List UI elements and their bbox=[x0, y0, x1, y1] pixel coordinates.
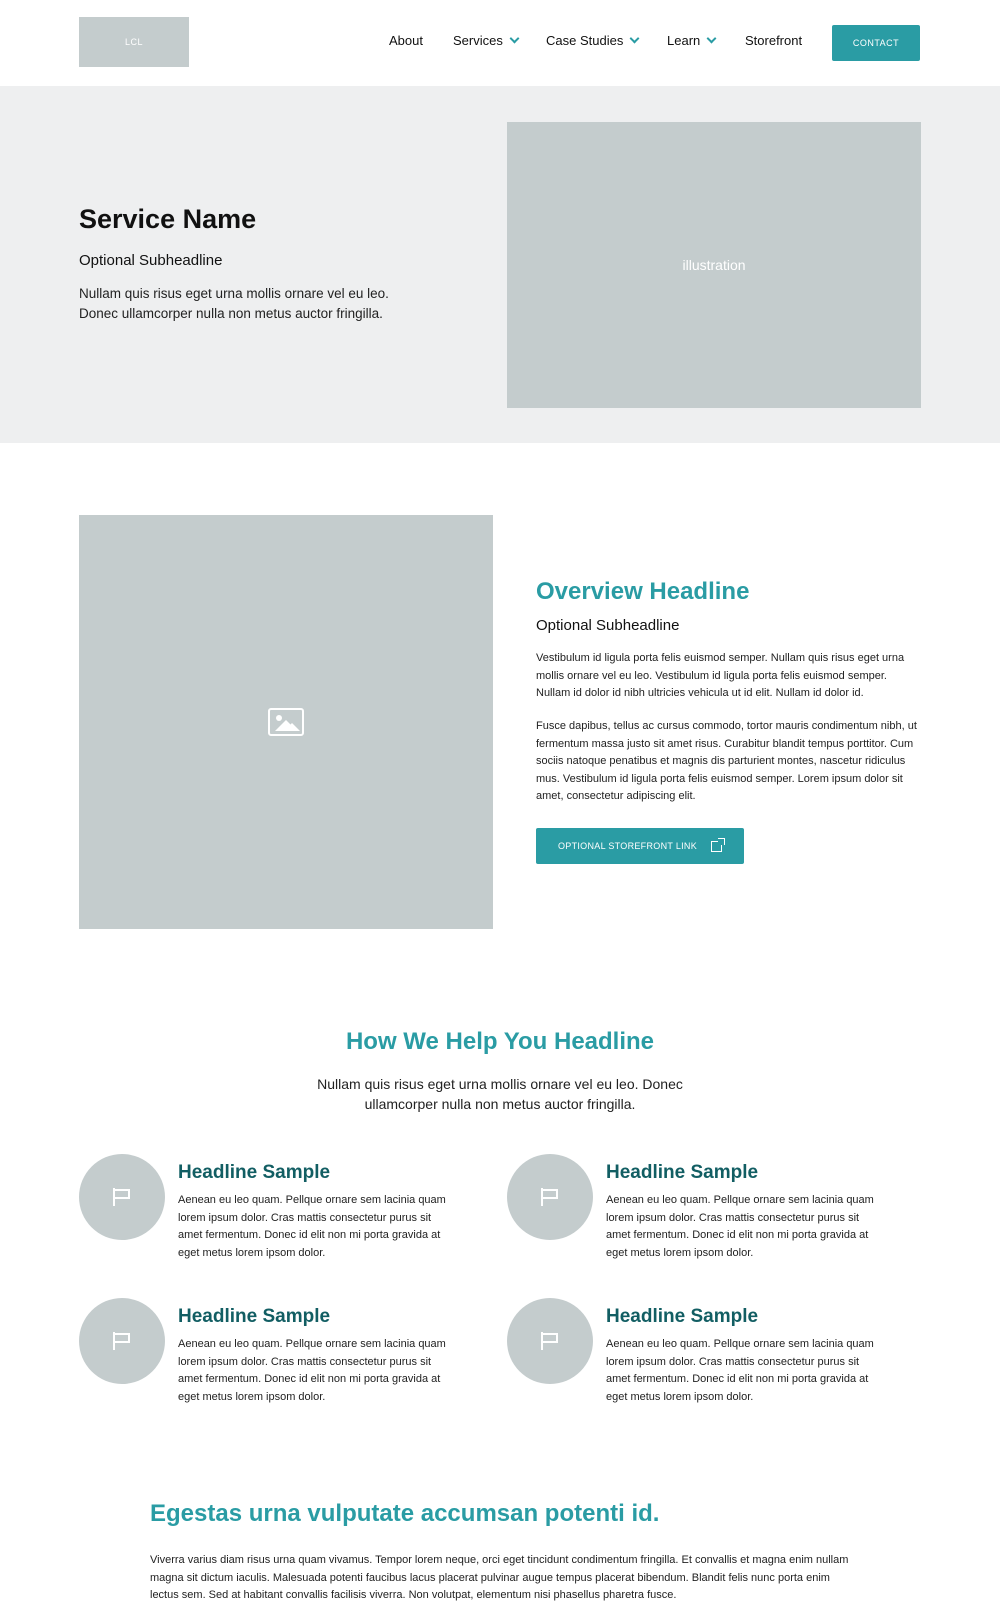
feature-title: Headline Sample bbox=[178, 1162, 331, 1183]
flag-icon bbox=[112, 1332, 132, 1350]
bottom-body: Viverra varius diam risus urna quam vivamus. Tempor lorem neque, orci eget tincidunt condimentum fringilla. Et convallis et magna enim nullam magna sit dictum iaculis. Malesuada potenti faucibus lacus placerat pulvinar augue tempus placerat bibendum. Blandit felis nunc porta enim lectus sem. Sed at habitant convallis facilisis viverra. Non volutpat, elementum nisi phasellus pharetra fusce. bbox=[150, 1554, 849, 1601]
feature-item bbox=[507, 1298, 887, 1403]
flag-icon bbox=[540, 1188, 560, 1206]
hero-subtitle: Optional Subheadline bbox=[79, 252, 223, 269]
contact-button[interactable]: CONTACT bbox=[832, 25, 920, 61]
feature-icon-circle bbox=[79, 1298, 165, 1384]
flag-icon bbox=[112, 1188, 132, 1206]
feature-title: Headline Sample bbox=[178, 1306, 331, 1327]
nav-label: Storefront bbox=[745, 33, 803, 48]
hero-body: Nullam quis risus eget urna mollis ornare vel eu leo. Donec ullamcorper nulla non metus auctor fringilla. bbox=[79, 286, 389, 321]
chevron-down-icon bbox=[630, 34, 640, 44]
nav-label: Case Studies bbox=[546, 33, 624, 48]
hero-illustration bbox=[507, 122, 921, 408]
help-title: How We Help You Headline bbox=[345, 1028, 655, 1055]
overview-subtitle: Optional Subheadline bbox=[536, 617, 680, 634]
overview-paragraph: Vestibulum id ligula porta felis euismod semper. Nullam quis risus eget urna mollis ornare vel eu leo. Vestibulum id ligula porta felis euismod semper. Nullam id dolor id nibh ultricies vehicula ut id elit. Nullam id dolor id. bbox=[536, 652, 905, 699]
storefront-link-button[interactable] bbox=[536, 828, 744, 864]
feature-item bbox=[79, 1154, 459, 1259]
flag-icon bbox=[540, 1332, 560, 1350]
overview-paragraph: Fusce dapibus, tellus ac cursus commodo, tortor mauris condimentum nibh, ut fermentum massa justo sit amet risus. Curabitur blandit tempus porttitor. Cum sociis natoque penatibus et magnis dis parturient montes, nascetur ridiculus mus. Vestibulum id ligula porta felis euismod semper. Lorem ipsum dolor sit amet, consectetur adipiscing elit. bbox=[536, 720, 917, 802]
feature-title: Headline Sample bbox=[606, 1162, 759, 1183]
nav-storefront[interactable] bbox=[745, 33, 802, 48]
feature-title: Headline Sample bbox=[606, 1306, 759, 1327]
feature-icon-circle bbox=[507, 1298, 593, 1384]
image-icon bbox=[268, 708, 304, 736]
nav-label: Services bbox=[453, 33, 503, 48]
nav-label: About bbox=[389, 33, 423, 48]
help-subtitle: Nullam quis risus eget urna mollis ornare vel eu leo. Donec ullamcorper nulla non metus auctor fringilla. bbox=[317, 1076, 683, 1112]
nav-case-studies[interactable] bbox=[546, 33, 638, 48]
external-link-icon bbox=[711, 841, 722, 852]
bottom-title: Egestas urna vulputate accumsan potenti id. bbox=[150, 1500, 660, 1527]
nav-learn[interactable] bbox=[667, 33, 715, 48]
overview-title: Overview Headline bbox=[536, 578, 750, 605]
nav-label: Learn bbox=[667, 33, 701, 48]
feature-icon-circle bbox=[79, 1154, 165, 1240]
nav-about[interactable] bbox=[389, 33, 423, 48]
hero-section bbox=[0, 86, 1000, 443]
feature-body: Aenean eu leo quam. Pellque ornare sem lacinia quam lorem ipsum dolor. Cras mattis consectetur purus sit amet fermentum. Donec id elit non mi porta gravida at eget metus lorem ipsom dolor. bbox=[178, 1194, 446, 1259]
nav-services[interactable] bbox=[453, 33, 518, 48]
feature-body: Aenean eu leo quam. Pellque ornare sem lacinia quam lorem ipsum dolor. Cras mattis consectetur purus sit amet fermentum. Donec id elit non mi porta gravida at eget metus lorem ipsom dolor. bbox=[606, 1338, 874, 1403]
feature-body: Aenean eu leo quam. Pellque ornare sem lacinia quam lorem ipsum dolor. Cras mattis consectetur purus sit amet fermentum. Donec id elit non mi porta gravida at eget metus lorem ipsom dolor. bbox=[178, 1338, 446, 1403]
hero-title: Service Name bbox=[79, 204, 257, 234]
feature-item bbox=[507, 1154, 887, 1259]
overview-image bbox=[79, 515, 493, 929]
storefront-link-label: OPTIONAL STOREFRONT LINK bbox=[557, 841, 698, 851]
feature-icon-circle bbox=[507, 1154, 593, 1240]
chevron-down-icon bbox=[509, 34, 519, 44]
feature-item bbox=[79, 1298, 459, 1403]
logo-text: LCL bbox=[124, 37, 143, 47]
site-header bbox=[0, 0, 1000, 86]
chevron-down-icon bbox=[707, 34, 717, 44]
feature-body: Aenean eu leo quam. Pellque ornare sem lacinia quam lorem ipsum dolor. Cras mattis consectetur purus sit amet fermentum. Donec id elit non mi porta gravida at eget metus lorem ipsom dolor. bbox=[606, 1194, 874, 1259]
illustration-label: illustration bbox=[682, 257, 746, 273]
